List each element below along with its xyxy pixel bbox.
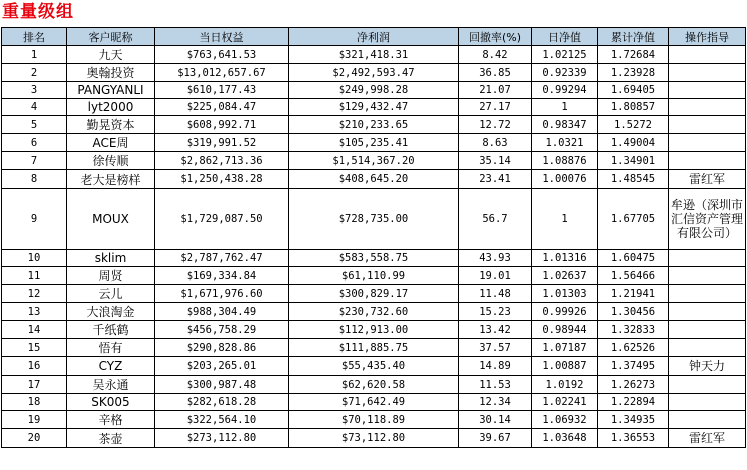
cell-profit: $105,235.41 <box>289 134 459 152</box>
cell-equity: $203,265.01 <box>155 357 289 376</box>
cell-daily-nav: 1.02125 <box>532 46 598 64</box>
header-rank: 排名 <box>2 28 67 46</box>
cell-rank: 14 <box>2 321 67 339</box>
cell-equity: $2,862,713.36 <box>155 152 289 170</box>
cell-name: MOUX <box>67 189 155 250</box>
table-row <box>2 116 746 134</box>
cell-daily-nav: 1.00887 <box>532 357 598 376</box>
cell-name: 辛格 <box>67 411 155 429</box>
cell-cum-nav: 1.69405 <box>598 82 669 99</box>
cell-note <box>669 82 746 99</box>
cell-name: 千纸鹤 <box>67 321 155 339</box>
table-row <box>2 82 746 99</box>
cell-rank: 16 <box>2 357 67 376</box>
cell-profit: $61,110.99 <box>289 267 459 285</box>
cell-rank: 20 <box>2 429 67 448</box>
cell-equity: $225,084.47 <box>155 99 289 116</box>
cell-name: 吴永通 <box>67 376 155 394</box>
table-row <box>2 250 746 267</box>
cell-drawdown: 37.57 <box>459 339 532 357</box>
table-row <box>2 267 746 285</box>
cell-equity: $290,828.86 <box>155 339 289 357</box>
cell-name: SK005 <box>67 394 155 411</box>
table-row <box>2 189 746 250</box>
cell-equity: $1,729,087.50 <box>155 189 289 250</box>
cell-rank: 18 <box>2 394 67 411</box>
cell-drawdown: 8.63 <box>459 134 532 152</box>
cell-daily-nav: 1.07187 <box>532 339 598 357</box>
cell-note <box>669 303 746 321</box>
cell-drawdown: 30.14 <box>459 411 532 429</box>
cell-daily-nav: 0.98944 <box>532 321 598 339</box>
cell-note <box>669 116 746 134</box>
cell-cum-nav: 1.22894 <box>598 394 669 411</box>
cell-rank: 17 <box>2 376 67 394</box>
cell-name: PANGYANLI <box>67 82 155 99</box>
cell-rank: 1 <box>2 46 67 64</box>
cell-name: 九天 <box>67 46 155 64</box>
header-cum-nav: 累计净值 <box>598 28 669 46</box>
cell-profit: $70,118.89 <box>289 411 459 429</box>
cell-drawdown: 56.7 <box>459 189 532 250</box>
header-drawdown: 回撤率(%) <box>459 28 532 46</box>
cell-rank: 13 <box>2 303 67 321</box>
cell-drawdown: 14.89 <box>459 357 532 376</box>
cell-daily-nav: 0.99926 <box>532 303 598 321</box>
cell-rank: 5 <box>2 116 67 134</box>
cell-daily-nav: 1.06932 <box>532 411 598 429</box>
cell-cum-nav: 1.49004 <box>598 134 669 152</box>
cell-drawdown: 23.41 <box>459 170 532 189</box>
cell-name: lyt2000 <box>67 99 155 116</box>
cell-profit: $55,435.40 <box>289 357 459 376</box>
cell-note <box>669 285 746 303</box>
table-row <box>2 134 746 152</box>
cell-profit: $210,233.65 <box>289 116 459 134</box>
table-row <box>2 321 746 339</box>
cell-name: 勤晃资本 <box>67 116 155 134</box>
cell-profit: $112,913.00 <box>289 321 459 339</box>
table-row <box>2 152 746 170</box>
cell-equity: $988,304.49 <box>155 303 289 321</box>
cell-daily-nav: 0.99294 <box>532 82 598 99</box>
cell-equity: $169,334.84 <box>155 267 289 285</box>
table-row <box>2 357 746 376</box>
cell-note <box>669 267 746 285</box>
header-name: 客户昵称 <box>67 28 155 46</box>
cell-cum-nav: 1.5272 <box>598 116 669 134</box>
cell-cum-nav: 1.36553 <box>598 429 669 448</box>
cell-equity: $319,991.52 <box>155 134 289 152</box>
cell-rank: 2 <box>2 64 67 82</box>
cell-equity: $282,618.28 <box>155 394 289 411</box>
cell-rank: 15 <box>2 339 67 357</box>
table-row <box>2 170 746 189</box>
cell-cum-nav: 1.37495 <box>598 357 669 376</box>
cell-rank: 3 <box>2 82 67 99</box>
cell-name: 徐传顺 <box>67 152 155 170</box>
cell-daily-nav: 0.98347 <box>532 116 598 134</box>
table-row <box>2 99 746 116</box>
cell-equity: $1,250,438.28 <box>155 170 289 189</box>
cell-rank: 9 <box>2 189 67 250</box>
cell-profit: $408,645.20 <box>289 170 459 189</box>
cell-rank: 7 <box>2 152 67 170</box>
cell-name: CYZ <box>67 357 155 376</box>
cell-profit: $300,829.17 <box>289 285 459 303</box>
cell-cum-nav: 1.26273 <box>598 376 669 394</box>
cell-note: 雷红军 <box>669 429 746 448</box>
cell-note <box>669 250 746 267</box>
page-title: 重量级组 <box>2 2 74 22</box>
cell-name: 大浪淘金 <box>67 303 155 321</box>
cell-profit: $321,418.31 <box>289 46 459 64</box>
cell-cum-nav: 1.56466 <box>598 267 669 285</box>
cell-profit: $111,885.75 <box>289 339 459 357</box>
cell-note <box>669 99 746 116</box>
cell-drawdown: 35.14 <box>459 152 532 170</box>
cell-daily-nav: 1.08876 <box>532 152 598 170</box>
cell-drawdown: 19.01 <box>459 267 532 285</box>
cell-profit: $230,732.60 <box>289 303 459 321</box>
cell-daily-nav: 1.01303 <box>532 285 598 303</box>
cell-equity: $13,012,657.67 <box>155 64 289 82</box>
cell-rank: 4 <box>2 99 67 116</box>
cell-profit: $129,432.47 <box>289 99 459 116</box>
cell-note: 牟逊（深圳市汇信资产管理有限公司） <box>669 189 746 250</box>
cell-note <box>669 394 746 411</box>
cell-drawdown: 36.85 <box>459 64 532 82</box>
table-row <box>2 46 746 64</box>
cell-cum-nav: 1.80857 <box>598 99 669 116</box>
cell-profit: $73,112.80 <box>289 429 459 448</box>
cell-daily-nav: 1 <box>532 189 598 250</box>
cell-name: 老大是榜样 <box>67 170 155 189</box>
cell-daily-nav: 1.02637 <box>532 267 598 285</box>
cell-equity: $608,992.71 <box>155 116 289 134</box>
table-row <box>2 64 746 82</box>
table-row <box>2 411 746 429</box>
cell-equity: $610,177.43 <box>155 82 289 99</box>
cell-daily-nav: 1 <box>532 99 598 116</box>
table-row <box>2 303 746 321</box>
cell-equity: $1,671,976.60 <box>155 285 289 303</box>
cell-rank: 8 <box>2 170 67 189</box>
cell-daily-nav: 1.03648 <box>532 429 598 448</box>
cell-drawdown: 43.93 <box>459 250 532 267</box>
cell-drawdown: 12.34 <box>459 394 532 411</box>
table-row <box>2 394 746 411</box>
cell-note <box>669 321 746 339</box>
cell-cum-nav: 1.30456 <box>598 303 669 321</box>
ranking-table <box>1 27 746 448</box>
cell-name: 悟有 <box>67 339 155 357</box>
header-note: 操作指导 <box>669 28 746 46</box>
cell-rank: 12 <box>2 285 67 303</box>
cell-daily-nav: 1.0192 <box>532 376 598 394</box>
cell-profit: $71,642.49 <box>289 394 459 411</box>
cell-cum-nav: 1.34901 <box>598 152 669 170</box>
table-row <box>2 429 746 448</box>
cell-profit: $1,514,367.20 <box>289 152 459 170</box>
cell-daily-nav: 1.00076 <box>532 170 598 189</box>
cell-name: 茶壶 <box>67 429 155 448</box>
cell-note <box>669 46 746 64</box>
cell-drawdown: 21.07 <box>459 82 532 99</box>
table-row <box>2 376 746 394</box>
cell-cum-nav: 1.72684 <box>598 46 669 64</box>
cell-name: 周贤 <box>67 267 155 285</box>
cell-note: 雷红军 <box>669 170 746 189</box>
table-row <box>2 285 746 303</box>
cell-note <box>669 152 746 170</box>
cell-note <box>669 376 746 394</box>
cell-rank: 10 <box>2 250 67 267</box>
cell-profit: $249,998.28 <box>289 82 459 99</box>
cell-note <box>669 64 746 82</box>
cell-note <box>669 411 746 429</box>
cell-drawdown: 39.67 <box>459 429 532 448</box>
cell-daily-nav: 1.02241 <box>532 394 598 411</box>
cell-rank: 6 <box>2 134 67 152</box>
cell-equity: $322,564.10 <box>155 411 289 429</box>
cell-daily-nav: 1.0321 <box>532 134 598 152</box>
cell-drawdown: 11.48 <box>459 285 532 303</box>
cell-note <box>669 339 746 357</box>
header-equity: 当日权益 <box>155 28 289 46</box>
header-row <box>2 28 746 46</box>
cell-cum-nav: 1.21941 <box>598 285 669 303</box>
cell-cum-nav: 1.34935 <box>598 411 669 429</box>
cell-cum-nav: 1.23928 <box>598 64 669 82</box>
cell-drawdown: 13.42 <box>459 321 532 339</box>
cell-rank: 11 <box>2 267 67 285</box>
cell-equity: $456,758.29 <box>155 321 289 339</box>
cell-cum-nav: 1.67705 <box>598 189 669 250</box>
cell-equity: $273,112.80 <box>155 429 289 448</box>
cell-name: 云儿 <box>67 285 155 303</box>
cell-daily-nav: 0.92339 <box>532 64 598 82</box>
cell-cum-nav: 1.32833 <box>598 321 669 339</box>
cell-drawdown: 12.72 <box>459 116 532 134</box>
cell-drawdown: 8.42 <box>459 46 532 64</box>
cell-cum-nav: 1.60475 <box>598 250 669 267</box>
cell-drawdown: 27.17 <box>459 99 532 116</box>
header-profit: 净利润 <box>289 28 459 46</box>
cell-profit: $728,735.00 <box>289 189 459 250</box>
cell-name: sklim <box>67 250 155 267</box>
cell-profit: $62,620.58 <box>289 376 459 394</box>
cell-cum-nav: 1.62526 <box>598 339 669 357</box>
cell-note: 钟天力 <box>669 357 746 376</box>
cell-equity: $300,987.48 <box>155 376 289 394</box>
cell-drawdown: 11.53 <box>459 376 532 394</box>
cell-profit: $583,558.75 <box>289 250 459 267</box>
cell-drawdown: 15.23 <box>459 303 532 321</box>
table-row <box>2 339 746 357</box>
cell-daily-nav: 1.01316 <box>532 250 598 267</box>
cell-rank: 19 <box>2 411 67 429</box>
header-daily-nav: 日净值 <box>532 28 598 46</box>
cell-note <box>669 134 746 152</box>
cell-equity: $763,641.53 <box>155 46 289 64</box>
cell-cum-nav: 1.48545 <box>598 170 669 189</box>
cell-name: ACE周 <box>67 134 155 152</box>
cell-profit: $2,492,593.47 <box>289 64 459 82</box>
cell-name: 奥翰投资 <box>67 64 155 82</box>
cell-equity: $2,787,762.47 <box>155 250 289 267</box>
